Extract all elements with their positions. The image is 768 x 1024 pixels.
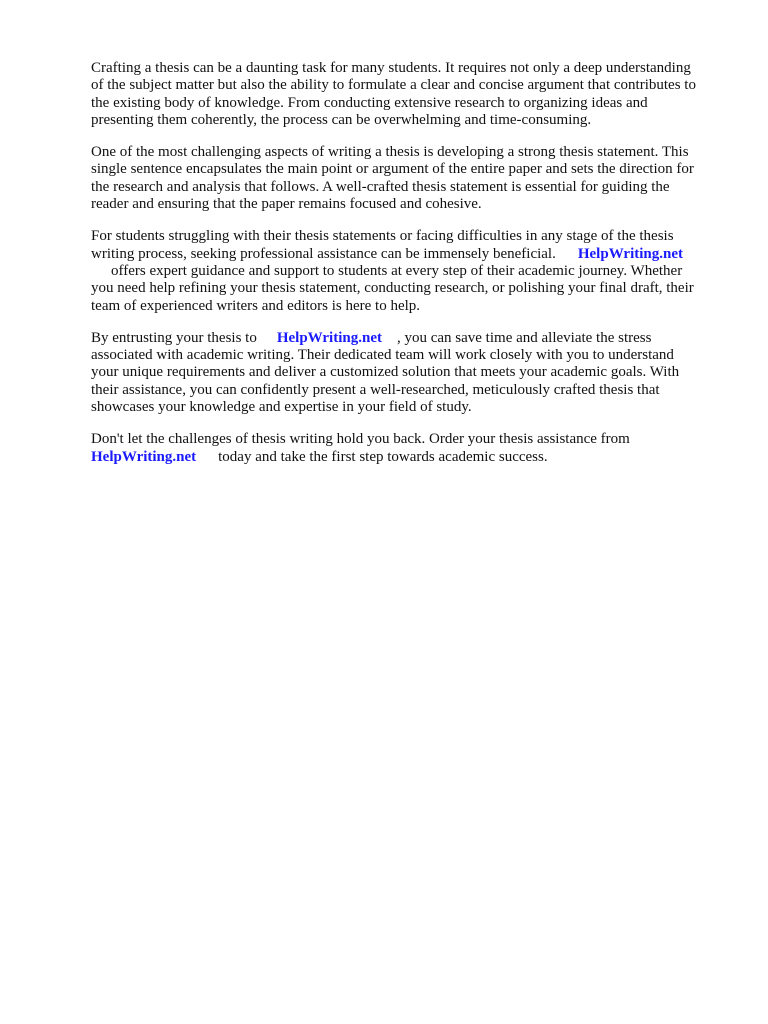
text-line: Don't let the challenges of thesis writing hold you back. Order your thesis assistance from [91,431,630,448]
text-line [91,330,727,347]
paragraph-intro [91,60,727,129]
text-line: their assistance, you can confidently present a well-researched, meticulously crafted thesis that [91,381,660,398]
text-line: One of the most challenging aspects of writing a thesis is developing a strong thesis statement. This [91,144,689,161]
paragraph-entrusting [91,330,727,416]
text-line [91,449,727,466]
text-line: presenting them coherently, the process can be overwhelming and time-consuming. [91,111,592,128]
text-line: the research and analysis that follows. A well-crafted thesis statement is essential for guiding the [91,178,670,195]
text-line: the existing body of knowledge. From conducting extensive research to organizing ideas and [91,94,648,111]
paragraph-call-to-action [91,431,727,466]
paragraph-assistance [91,228,727,314]
text-line: your unique requirements and deliver a customized solution that meets your academic goals. With [91,364,680,381]
text-line: For students struggling with their thesis statements or facing difficulties in any stage of the thesis [91,228,674,245]
text-segment: writing process, seeking professional assistance can be immensely beneficial. [91,245,556,262]
text-line [91,263,727,280]
text-line: showcases your knowledge and expertise in your field of study. [91,399,472,416]
text-segment: By entrusting your thesis to [91,329,257,346]
helpwriting-link[interactable]: HelpWriting.net [577,245,683,262]
text-line: reader and ensuring that the paper remains focused and cohesive. [91,196,482,213]
text-line: associated with academic writing. Their dedicated team will work closely with you to understand [91,347,674,364]
helpwriting-link[interactable]: HelpWriting.net [91,448,197,465]
text-line: you need help refining your thesis statement, conducting research, or polishing your final draft, their [91,280,694,297]
text-segment: , you can save time and alleviate the stress [396,329,652,346]
document-body [91,60,727,481]
text-line: single sentence encapsulates the main point or argument of the entire paper and sets the direction for [91,161,694,178]
text-line [91,246,727,263]
text-line: team of experienced writers and editors is here to help. [91,297,421,314]
text-segment: offers expert guidance and support to students at every step of their academic journey. Whether [111,262,683,279]
text-line: of the subject matter but also the ability to formulate a clear and concise argument that contributes to [91,77,696,94]
helpwriting-link[interactable]: HelpWriting.net [276,329,382,346]
text-line: Crafting a thesis can be a daunting task for many students. It requires not only a deep understanding [91,60,691,76]
text-segment: today and take the first step towards academic success. [218,448,548,465]
paragraph-thesis-statement [91,144,727,213]
